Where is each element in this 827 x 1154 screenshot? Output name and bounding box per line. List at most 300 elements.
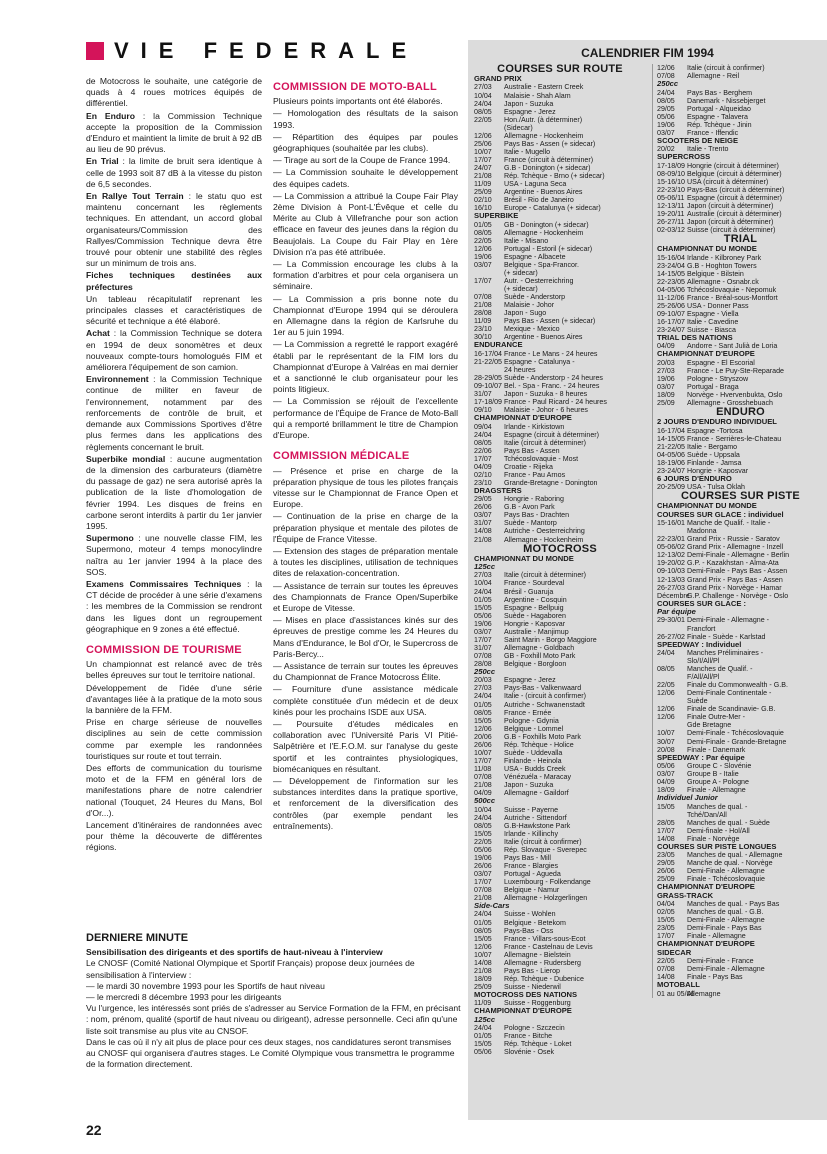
calendar-date: 10/04 — [474, 91, 492, 100]
calendar-entry — [657, 383, 824, 391]
calendar-entry — [657, 778, 824, 786]
calendar-date: 10/04 — [474, 805, 492, 814]
calendar-event: Espagne - Jerez — [504, 107, 556, 116]
calendar-date: 07/08 — [657, 965, 675, 974]
paragraph: Plusieurs points importants ont été élaborés. — [273, 96, 443, 107]
calendar-entry — [657, 559, 824, 567]
calendar-entry — [474, 196, 646, 204]
calendar-event: Italie - Misano — [504, 236, 549, 245]
calendar-event: Demi-Finale - Grande-Bretagne — [687, 737, 787, 746]
calendar-event: Grande-Bretagne - Donington — [504, 478, 598, 487]
paragraph: — Extension des stages de préparation mentale à toutes les disciplines, utilisation de techniques dites de relaxation-concentration. — [273, 545, 458, 579]
calendar-event: Finale - Danemark — [687, 745, 746, 754]
calendar-event: France - Blargies — [504, 861, 559, 870]
calendar-entry — [657, 286, 824, 294]
paragraph: — La Commission souhaite le développement des équipes cadets. — [273, 167, 458, 189]
paragraph: — La Commission a regretté le rapport exagéré établi par le représentant de la FIM lors du Championnat d'Europe à Valréas en mai dernier et a sanctionné le club organisateur pour les points litigieux. — [273, 339, 458, 395]
calendar-entry — [657, 576, 824, 584]
calendar-date: 02/05 — [657, 908, 675, 917]
paragraph-lead: En Trial — [86, 156, 119, 167]
calendar-event: France - Pau Arnos — [504, 470, 566, 479]
paragraph: Lancement d'itinéraires de randonnées avec pour thème la découverte de différentes régions. — [86, 820, 262, 853]
last-minute-heading: DERNIERE MINUTE — [86, 932, 189, 944]
technique-section — [86, 76, 262, 635]
calendar-event: Allemagne - Osnabr.ck — [687, 277, 759, 286]
calendar-event: Manches de qual. - Allemagne — [687, 851, 783, 860]
calendar-event: Belgique - Betekom — [504, 918, 566, 927]
calendar-date: 17/07 — [657, 932, 675, 941]
paragraph-text: : la CT décide de procéder à une série d'examens : les membres de la Commission se rendront dans les ligues dont un regroupement géographique en 9 zones a été effectué. — [86, 578, 262, 634]
calendar-event: Belgique - Spa-Francor. — [504, 260, 579, 269]
calendar-date: 22-23/05 — [657, 277, 686, 286]
calendar-date: 22/06 — [474, 446, 492, 455]
calendar-event: Italie (circuit à déterminer) — [504, 571, 586, 580]
calendar-event: Finale de Scandinavie- G.B. — [687, 705, 776, 714]
paragraph-text: : aucune augmentation de la dimension des carburateurs (diamètre du passage de gaz) ne sera autorisé après la publication de la liste d'homologation de février 1994. Les disques de freins en carbone seront interdits à partir du 1er janvier 1995. — [86, 453, 262, 531]
calendar-event: Hon./Autr. (à déterminer) — [504, 115, 583, 124]
calendar-entry — [474, 910, 646, 918]
calendar-date: 14/08 — [657, 834, 675, 843]
calendar-entry — [657, 162, 824, 170]
calendar-entry — [657, 318, 824, 326]
calendar-event: (+ sidecar) — [504, 268, 538, 277]
calendar-event: Italie - Bergamo — [687, 442, 738, 451]
calendar-event: Hongrie (circuit à déterminer) — [687, 161, 779, 170]
calendar-date: 27/03 — [474, 571, 492, 580]
calendar-date: 24/04 — [474, 813, 492, 822]
calendar-entry — [657, 535, 824, 543]
calendar-date: 24/04 — [474, 587, 492, 596]
calendar-event: Malaisie - Shah Alam — [504, 91, 571, 100]
paragraph: Des efforts de communication du tourisme moto et de la FFM en général lors de manifestations phare de notre calendrier national (Touquet, 24 Heures du Mans, Bol d'Or...). — [86, 762, 262, 818]
calendar-event: Portugal - Agueda — [504, 869, 561, 878]
calendar-date: 26-27/11 — [657, 217, 685, 226]
calendar-event: Demi-Finale - France — [687, 957, 754, 966]
calendar-date: 03/07 — [474, 260, 492, 269]
calendar-event: Allemagne - Hockenheim — [504, 131, 584, 140]
calendar-event: GB - Foxhill Moto Park — [504, 651, 576, 660]
calendar-subcategory: 250cc — [657, 79, 679, 89]
medicale-body — [273, 466, 458, 833]
paragraph: — Assistance de terrain sur toutes les épreuves du Championnat de France Motocross Élite. — [273, 660, 458, 683]
calendar-date: 04/04 — [657, 900, 675, 909]
calendar-event: Italie - Mugello — [504, 147, 551, 156]
calendar-entry — [474, 92, 646, 100]
calendar-event: Japon - Suzuka — [504, 781, 554, 789]
calendar-event: Argentine - Cosquin — [504, 595, 567, 604]
calendar-entry — [474, 588, 646, 596]
paragraph: — Homologation des résultats de la saison 1993. — [273, 108, 458, 130]
paragraph-text: de Motocross le souhaite, une catégorie de quads à 4 roues motrices équipés de différentiel. — [86, 76, 262, 109]
calendar-entry — [474, 463, 646, 471]
calendar-date: 03/07 — [474, 627, 492, 636]
calendar-entry — [657, 916, 824, 924]
calendar-entry — [474, 527, 646, 535]
calendar-date: 08/05 — [474, 107, 492, 116]
calendar-event: Espagne (circuit à déterminer) — [504, 430, 600, 439]
calendar-date: 22/05 — [474, 837, 492, 846]
calendar-event: Demi-Finale - Allemagne — [687, 867, 765, 876]
calendar-event: Manches de qual. - Pays Bas — [687, 900, 780, 909]
calendar-entry — [657, 924, 824, 932]
last-minute-lead: Sensibilisation des dirigeants et des sportifs de haut-niveau à l'interview — [86, 947, 383, 958]
paragraph: Le CNOSF (Comité National Olympique et Sportif Français) propose deux journées de sensibilisation à l'interview : — [86, 958, 415, 980]
calendar-date — [657, 657, 687, 665]
calendar-entry — [657, 957, 824, 965]
calendar-date: 31/07 — [474, 519, 492, 528]
paragraph: — Mises en place d'assistances kinés sur des épreuves de prestige comme les 24 Heures du Mans d'Endurance, le Bol d'Or, le Supercross de Paris-Bercy... — [273, 615, 458, 659]
calendar-date: 14-15/05 — [657, 434, 686, 443]
calendar-event: Pays Bas - Mill — [504, 853, 551, 862]
calendar-event: Mexique - Mexico — [504, 325, 560, 334]
calendar-date: Décembre — [657, 591, 690, 600]
paragraph — [86, 374, 262, 452]
calendar-date: 08/05 — [657, 665, 675, 674]
calendar-entry — [474, 838, 646, 846]
calendar-category: CHAMPIONNAT D'EUROPE — [657, 349, 755, 359]
calendar-event: Espagne - Viella — [687, 309, 739, 318]
calendar-event: Pays Bas - Assen — [504, 446, 560, 455]
calendar-date: 24/04 — [474, 1024, 492, 1033]
calendar-entry — [474, 511, 646, 519]
paragraph: — Poursuite d'études médicales en collaboration avec l'Université Paris VI Pitié-Salpêtrière et l'E.F.O.M. sur l'analyse du geste sportif et les contraintes physiologiques, biomécaniques en résultant. — [273, 718, 458, 774]
calendar-event: GB - Donington (+ sidecar) — [504, 220, 589, 229]
calendar-event: Australie - Manjimup — [504, 627, 569, 636]
calendar-entry — [474, 579, 646, 587]
calendar-date: 04/09 — [474, 462, 492, 471]
calendar-date: 19/06 — [474, 252, 492, 261]
calendar-event: Suède - Anderstorp - 24 heures — [504, 373, 603, 382]
calendar-event: France - Bréal-sous-Montfort — [687, 293, 778, 302]
calendar-date: 22/05 — [474, 115, 492, 124]
calendar-event: Demi-Finale - Pays Bas — [687, 924, 762, 933]
calendar-date: 12/06 — [657, 689, 675, 698]
calendar-entry — [474, 935, 646, 943]
calendar-event: Grand Prix - Allemagne - Inzell — [687, 543, 784, 552]
calendar-date: 07/08 — [474, 885, 492, 894]
article-column-2 — [273, 76, 458, 833]
calendar-category: 2 JOURS D'ENDURO INDIVIDUEL — [657, 417, 777, 427]
calendar-entry — [657, 673, 824, 681]
calendar-date: 23/10 — [474, 325, 492, 334]
calendar-entry — [657, 210, 824, 218]
paragraph-text: : la Commission Technique se dotera en 1994 de deux sonomètres et deux nouveaux compte-tours homologués FIM et améliorera l'équipement de son camion. — [86, 328, 262, 373]
calendar-entry — [657, 665, 824, 673]
calendar-date: 18/09 — [657, 391, 675, 400]
paragraph-lead: Environnement — [86, 374, 149, 385]
paragraph: — Développement de l'information sur les substances interdites dans la pratique sportive, et renforcement de la diversification des contrôles (par exemple pendant les entraînements). — [273, 775, 458, 831]
calendar-event: Espagne - Albacete — [504, 252, 566, 261]
calendar-entry — [657, 427, 824, 435]
calendar-event: Allemagne - Grosshebuach — [687, 399, 773, 408]
calendar-entry — [474, 253, 646, 261]
calendar-date: 07/08 — [657, 72, 675, 81]
calendar-entry — [474, 636, 646, 644]
calendar-event: Allemagne - Reil — [687, 72, 740, 81]
calendar-event: Espagne - El Escorial — [687, 358, 755, 367]
calendar-entry — [474, 325, 646, 333]
calendar-entry — [657, 72, 824, 80]
calendar-date: 12/06 — [657, 705, 675, 714]
calendar-date: 24/04 — [474, 99, 492, 108]
calendar-date: 15-16/01 — [657, 519, 686, 528]
calendar-event: Demi-Finale - Allemagne — [687, 916, 765, 925]
calendar-entry — [657, 113, 824, 121]
calendar-event: Belgique (circuit à déterminer) — [687, 169, 782, 178]
calendar-date: 25/09 — [657, 875, 675, 884]
calendar-category: CHAMPIONNAT DU MONDE — [657, 501, 757, 511]
calendar-date: 22/05 — [474, 236, 492, 245]
calendar-entry — [657, 657, 824, 665]
calendar-date: 15/05 — [474, 603, 492, 612]
calendar-event: Manches de qual. - Suède — [687, 818, 770, 827]
calendar-date: 11/09 — [474, 999, 492, 1008]
calendar-event: Japon (circuit à déterminer) — [687, 201, 774, 210]
section-header — [86, 38, 418, 64]
paragraph-text: Un tableau récapitulatif reprenant les principales classes et caractéristiques de sécurité et technique a été élaboré. — [86, 293, 262, 327]
paragraph: — La Commission a attribué la Coupe Fair Play 2ème Division à Pont-L'Évêque et celle du Mérite au Club à Villefranche pour son action efficace en faveur des jeunes dans la région du Beaujolais. La Coupe du Fair Play en 1ère Division n'a pas été attribuée. — [273, 190, 458, 257]
calendar-entry — [657, 762, 824, 770]
calendar-date: 22-23/10 — [657, 185, 686, 194]
calendar-date: 16-17/04 — [474, 349, 503, 358]
calendar-event: Pays Bas - Lierop — [504, 966, 560, 975]
calendar-entry — [474, 366, 646, 374]
calendar-event: Hongrie - Kaposvar — [687, 466, 749, 475]
calendar-event: Tché/Dan/All — [687, 810, 727, 819]
calendar-entry — [474, 927, 646, 935]
calendar-entry — [474, 822, 646, 830]
calendar-entry — [474, 943, 646, 951]
paragraph — [86, 294, 262, 328]
calendar-date: 28/05 — [657, 818, 675, 827]
paragraph: — Continuation de la prise en charge de la préparation physique et mentale des pilotes de l'Équipe de France Vitesse. — [273, 511, 458, 544]
calendar-date: 23/05 — [657, 851, 675, 860]
calendar-date: 05/06 — [657, 762, 675, 771]
calendar-entry — [474, 309, 646, 317]
calendar-date: 19-20/11 — [657, 209, 685, 218]
calendar-entry — [657, 170, 824, 178]
calendar-date: 20/08 — [657, 745, 675, 754]
calendar-date: 05/06 — [474, 611, 492, 620]
calendar-date: 17/07 — [474, 454, 492, 463]
calendar-date: 24/04 — [657, 88, 675, 97]
calendar-event: France - Le Puy-Ste-Reparade — [687, 366, 784, 375]
calendar-date: 14/08 — [474, 527, 492, 536]
calendar-entry — [657, 713, 824, 721]
calendar-date: 14/08 — [474, 958, 492, 967]
calendar-date: 08/05 — [474, 438, 492, 447]
calendar-date: 16-17/07 — [657, 317, 686, 326]
calendar-date: 04/09 — [657, 342, 675, 351]
calendar-entry — [474, 620, 646, 628]
calendar-date: 25/09 — [657, 399, 675, 408]
calendar-date: 09/04 — [474, 422, 492, 431]
calendar-entry — [657, 616, 824, 624]
calendar-date: 05/06 — [657, 112, 675, 121]
calendar-event: Irlande - Kirkistown — [504, 422, 565, 431]
calendar-date: 12-13/02 — [657, 551, 686, 560]
calendar-subcategory: Individuel Junior — [657, 793, 718, 803]
calendar-date: 21-22/05 — [657, 442, 686, 451]
calendar-event: Pologne - Szczecin — [504, 1024, 565, 1033]
calendar-event: France (circuit à déterminer) — [504, 155, 594, 164]
calendar-date: 24/07 — [474, 163, 492, 172]
calendar-entry — [474, 1024, 646, 1032]
calendar-category: GRASS-TRACK — [657, 890, 714, 900]
calendar-entry — [657, 867, 824, 875]
calendar-date: 15/05 — [657, 802, 675, 811]
calendar-date: 12/06 — [474, 131, 492, 140]
calendar-entry — [474, 733, 646, 741]
calendar-date: 08/05 — [474, 926, 492, 935]
calendar-entry — [474, 676, 646, 684]
calendar-date: 01/05 — [474, 700, 492, 709]
calendar-entry — [474, 83, 646, 91]
paragraph: — Répartition des équipes par poules géographiques (souhaitée par les clubs). — [273, 131, 458, 154]
calendar-entry — [657, 827, 824, 835]
calendar-event: Demi-finale - Hol/All — [687, 826, 750, 835]
calendar-entry — [474, 398, 646, 406]
calendar-entry — [657, 519, 824, 527]
calendar-date: 16-17/04 — [657, 426, 686, 435]
calendar-date: 28/08 — [474, 659, 492, 668]
calendar-date: 17/07 — [657, 826, 675, 835]
calendar-date: 23-24/07 — [657, 325, 686, 334]
calendar-event: Pays-Bas - Valkenwaard — [504, 684, 582, 693]
calendar-date: 19/06 — [657, 374, 675, 383]
calendar-date: 27/03 — [474, 83, 492, 92]
calendar-date: 03/07 — [657, 382, 675, 391]
calendar-date: 19/06 — [474, 853, 492, 862]
paragraph-text: : le statu quo est maintenu concernant les règlements techniques. En attendant, un accord global organisateurs/Commission des Rallyes/Commission Technique devra être trouvé pour obtenir une stabilité des règles sur un minimum de trois ans. — [86, 191, 263, 269]
calendar-event: Portugal - Braga — [687, 382, 739, 391]
calendar-date — [657, 625, 687, 633]
calendar-date: 15/05 — [474, 934, 492, 943]
calendar-date: 25/09 — [474, 188, 492, 197]
calendar-event: Suisse (circuit à déterminer) — [687, 226, 776, 235]
calendar-entry — [474, 455, 646, 463]
calendar-date: 20/02 — [657, 145, 675, 154]
calendar-discipline-heading: COURSES SUR PISTE — [681, 490, 800, 503]
calendar-date: 26-27/03 — [657, 583, 686, 592]
calendar-date: 12/06 — [474, 942, 492, 951]
calendar-entry — [657, 375, 824, 383]
calendar-date: 21/08 — [474, 301, 492, 310]
calendar-event: Hongrie - Kaposvar — [504, 619, 566, 628]
calendar-event: Gde Bretagne — [687, 721, 732, 730]
calendar-subcategory: 500cc — [474, 796, 496, 806]
calendar-category: SIDECAR — [657, 947, 692, 957]
calendar-date: 15/05 — [474, 829, 492, 838]
calendar-event: Luxembourg - Folkendange — [504, 877, 591, 886]
calendar-category: CHAMPIONNAT DU MONDE — [474, 553, 574, 563]
paragraph: Prise en charge sérieuse de nouvelles disciplines au sein de cette commission comme par exemple les randonnées touristiques sur route et tout terrain. — [86, 717, 262, 761]
last-minute-section — [86, 933, 462, 1070]
calendar-entry — [474, 781, 646, 789]
calendar-event: Japon - Suzuka — [504, 99, 554, 108]
calendar-entry — [474, 301, 646, 309]
last-minute-body — [86, 958, 462, 1070]
calendar-entry — [657, 819, 824, 827]
calendar-event: Manches Préliminaires - — [687, 649, 764, 657]
calendar-event: France - Serrières-le-Chateau — [687, 434, 782, 443]
calendar-entry — [657, 186, 824, 194]
motoball-body — [273, 96, 458, 441]
calendar-event: Italie (circuit à déterminer) — [504, 438, 586, 447]
calendar-event: Allemagne - Bielstein — [504, 950, 571, 959]
calendar-entry — [657, 64, 824, 72]
calendar-event: France - Paul Ricard - 24 heures — [504, 398, 607, 406]
calendar-entry — [474, 717, 646, 725]
calendar-date: 31/07 — [474, 643, 492, 652]
calendar-date: 17-18/09 — [657, 161, 686, 170]
calendar-entry — [474, 172, 646, 180]
calendar-event: Belgique - Lommel — [504, 724, 564, 733]
calendar-event: France - Villars-sous-Ecot — [504, 934, 586, 943]
paragraph: — La Commission a pris bonne note du Championnat d'Europe 1994 qui se déroulera en Allemagne dans la région de Karlsruhe du 1er au 5 juin 1994. — [273, 293, 458, 338]
calendar-event: Argentine - Buenos Aires — [504, 333, 583, 342]
calendar-event: Finale - Allemagne — [687, 786, 746, 795]
calendar-entry — [474, 862, 646, 870]
calendar-entry — [657, 649, 824, 657]
calendar-date: 14/08 — [657, 973, 675, 982]
calendar-entry — [657, 900, 824, 908]
calendar-date: 20-25/09 — [657, 483, 686, 492]
calendar-date: 21/08 — [474, 781, 492, 789]
calendar-event: Tchécoslovaquie - Most — [504, 454, 579, 463]
calendar-entry — [657, 97, 824, 105]
calendar-entry — [474, 612, 646, 620]
paragraph-lead: En Enduro — [86, 110, 135, 121]
calendar-event: Manche de qual. - Norvège — [687, 859, 773, 868]
calendar-entry — [474, 1032, 646, 1040]
calendar-subcategory: 125cc — [474, 1014, 496, 1024]
calendar-entry — [474, 156, 646, 164]
calendar-event: Grand Prix - Russie - Saratov — [687, 535, 780, 544]
calendar-date: 18/09 — [474, 974, 492, 983]
calendar-entry — [657, 435, 824, 443]
calendar-entry — [474, 245, 646, 253]
calendar-date: 30/07 — [657, 737, 675, 746]
calendar-event: (+ sidecar) — [504, 284, 538, 293]
calendar-date: 21/08 — [474, 171, 492, 180]
calendar-event: Allemagne - Holzgerlingen — [504, 894, 588, 903]
calendar-date: 03/07 — [474, 511, 492, 520]
calendar-date: 01/05 — [474, 918, 492, 927]
calendar-date: 12/06 — [657, 64, 675, 72]
calendar-entry — [474, 701, 646, 709]
calendar-event: Demi-Finale - Tchécoslovaquie — [687, 729, 784, 738]
calendar-date: 20/03 — [657, 358, 675, 367]
calendar-event: F/All/All/Pl — [687, 673, 720, 682]
calendar-entry — [657, 105, 824, 113]
calendar-date — [657, 673, 687, 681]
calendar-event: Manches de Qualif. - — [687, 665, 753, 674]
calendar-entry — [474, 660, 646, 668]
calendar-entry — [474, 830, 646, 838]
calendar-date: 07/08 — [474, 293, 492, 302]
calendar-event: Autr. - Oesterreichring — [504, 276, 574, 285]
calendar-entry — [657, 254, 824, 262]
calendar-date: 08/05 — [474, 228, 492, 237]
calendar-entry — [657, 551, 824, 559]
calendar-date: 30/10 — [474, 333, 492, 342]
calendar-entry — [657, 121, 824, 129]
calendar-entry — [474, 604, 646, 612]
calendar-entry — [474, 628, 646, 636]
calendar-date: 08-09/10 — [657, 169, 686, 178]
calendar-event: Belgique - Namur — [504, 885, 560, 894]
